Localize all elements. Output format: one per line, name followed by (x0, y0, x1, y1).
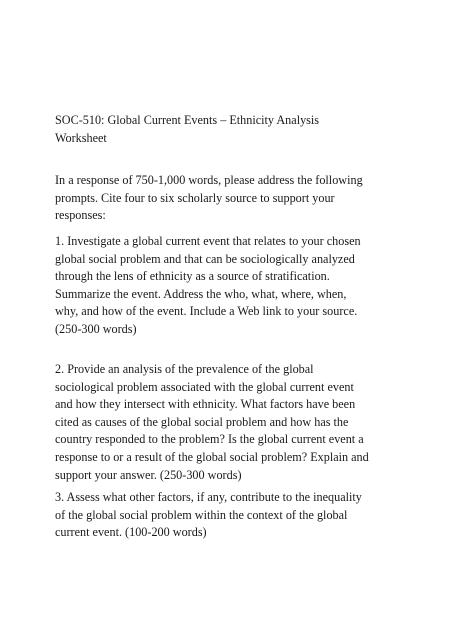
prompt-1-paragraph (55, 233, 405, 339)
prompt-2-line: support your answer. (250-300 words) (55, 467, 242, 482)
prompt-1-line: why, and how of the event. Include a Web link to your source. (55, 304, 358, 319)
document-title (55, 112, 405, 147)
prompt-2-line: 2. Provide an analysis of the prevalence of the global (55, 362, 314, 376)
prompt-3-line: of the global social problem within the context of the global (55, 507, 348, 522)
intro-paragraph (55, 172, 405, 225)
prompt-2-line: response to or a result of the global social problem? Explain and (55, 449, 369, 464)
title-line: SOC-510: Global Current Events – Ethnicity Analysis (55, 113, 320, 127)
prompt-3-line: current event. (100-200 words) (55, 525, 207, 540)
prompt-1-line: (250-300 words) (55, 321, 137, 336)
intro-line: responses: (55, 208, 106, 223)
intro-line: prompts. Cite four to six scholarly source to support your (55, 190, 335, 205)
prompt-2-line: sociological problem associated with the global current event (55, 379, 354, 394)
prompt-1-line: global social problem and that can be sociologically analyzed (55, 251, 355, 266)
prompt-2-paragraph (55, 361, 405, 484)
intro-line: In a response of 750-1,000 words, please address the following (55, 173, 363, 187)
prompt-1-line: Summarize the event. Address the who, what, where, when, (55, 286, 347, 301)
prompt-3-line: 3. Assess what other factors, if any, contribute to the inequality (55, 490, 362, 504)
prompt-3-paragraph (55, 489, 405, 542)
title-line: Worksheet (55, 130, 107, 145)
prompt-1-line: through the lens of ethnicity as a source of stratification. (55, 269, 330, 284)
prompt-2-line: and how they intersect with ethnicity. What factors have been (55, 397, 356, 412)
prompt-2-line: cited as causes of the global social problem and how has the (55, 414, 349, 429)
prompt-2-line: country responded to the problem? Is the global current event a (55, 432, 364, 447)
prompt-1-line: 1. Investigate a global current event that relates to your chosen (55, 234, 361, 248)
